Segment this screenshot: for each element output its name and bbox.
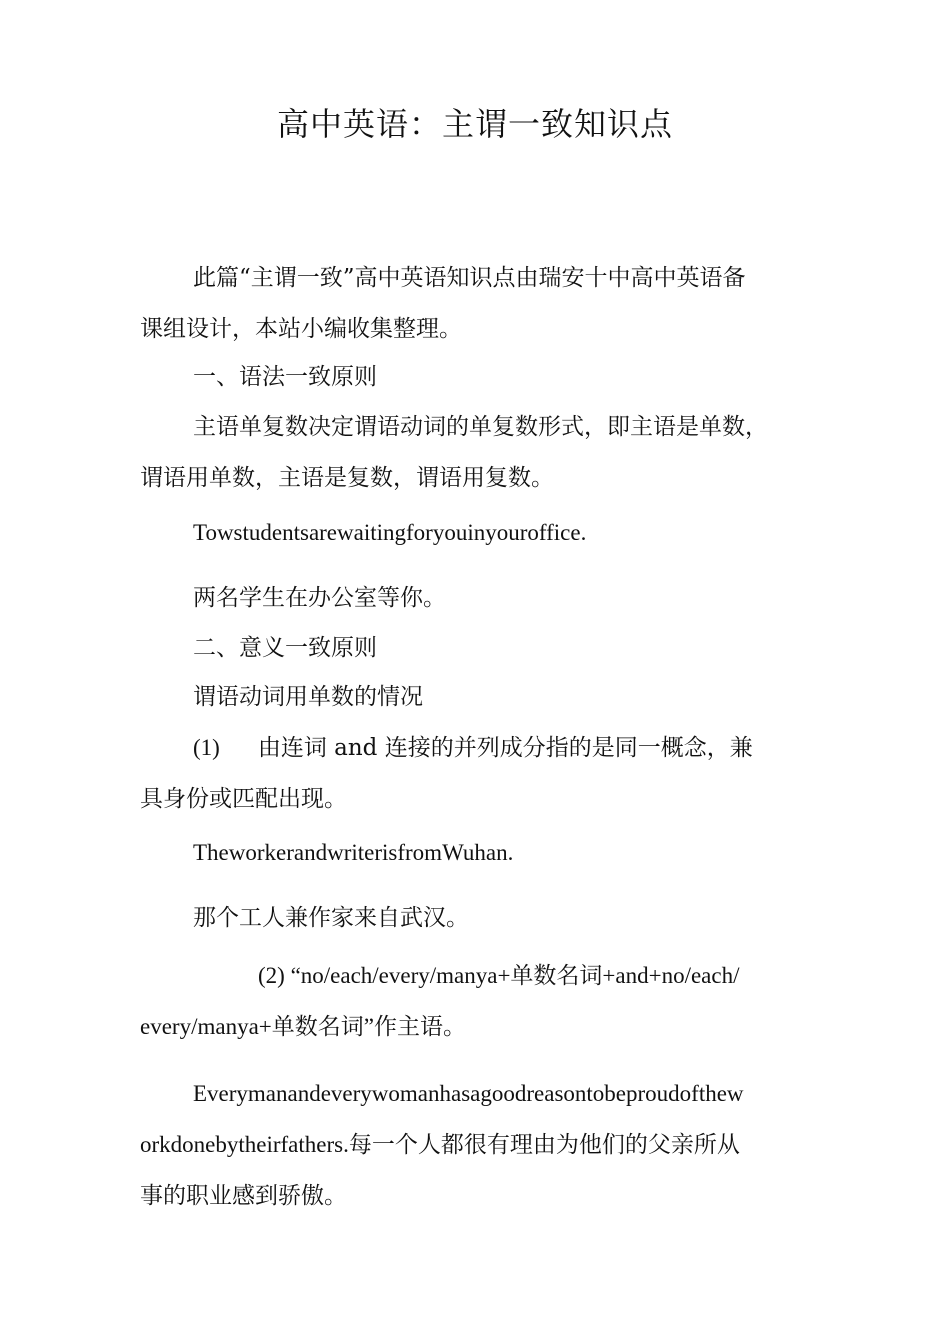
item2-paragraph (140, 950, 820, 1052)
section1-example-zh: 两名学生在办公室等你。 (193, 585, 446, 611)
section1-heading: 一、语法一致原则 (193, 364, 377, 390)
item2-line-2: every/manya+单数名词”作主语。 (140, 1014, 466, 1039)
item2-example (140, 1068, 820, 1221)
item1-line-2: 具身份或匹配出现。 (140, 786, 347, 812)
section1-rule (140, 402, 820, 504)
item2-example-line-3: 事的职业感到骄傲。 (140, 1183, 347, 1208)
rule-line-2: 谓语用单数，主语是复数，谓语用复数。 (140, 465, 554, 491)
item1-number: (1) (193, 735, 220, 760)
item2-line-1: (2) “no/each/every/manya+单数名词+and+no/each/ (258, 963, 740, 988)
item1-example-zh: 那个工人兼作家来自武汉。 (193, 905, 469, 931)
section1-example-en: Towstudentsarewaitingforyouinyouroffice. (193, 520, 587, 545)
section2-heading: 二、意义一致原则 (193, 635, 377, 661)
intro-line-1: 此篇“主谓一致”高中英语知识点由瑞安十中高中英语备 (193, 265, 746, 291)
item2-example-line-1: Everymanandeverywomanhasagoodreasontobeproudofthew (193, 1081, 744, 1106)
item2-example-line-2: orkdonebytheirfathers.每一个人都很有理由为他们的父亲所从 (140, 1132, 740, 1157)
section2-subheading: 谓语动词用单数的情况 (193, 684, 423, 710)
intro-paragraph (140, 253, 820, 355)
document-title: 高中英语：主谓一致知识点 (276, 105, 673, 143)
rule-line-1: 主语单复数决定谓语动词的单复数形式，即主语是单数， (193, 414, 768, 440)
item1-paragraph (140, 722, 820, 825)
intro-line-2: 课组设计，本站小编收集整理。 (140, 316, 462, 342)
item1-example-en: TheworkerandwriterisfromWuhan. (193, 840, 514, 865)
item1-line-1: (1) 由连词 and 连接的并列成分指的是同一概念，兼 (193, 735, 753, 761)
